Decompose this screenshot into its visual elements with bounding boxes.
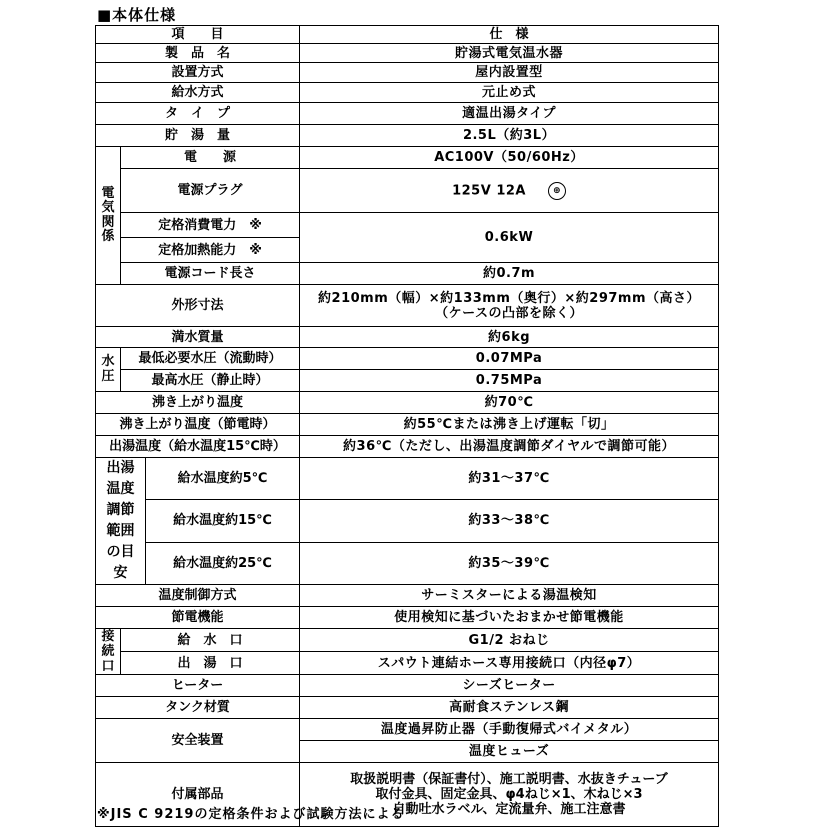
row-value: 高耐食ステンレス鋼 (300, 697, 719, 719)
table-row (96, 285, 719, 327)
row-label: 貯 湯 量 (96, 125, 300, 147)
table-row (96, 500, 719, 542)
row-label: 設置方式 (96, 63, 300, 83)
table-row (96, 263, 719, 285)
row-value: 約35～39℃ (300, 542, 719, 584)
row-label: 外形寸法 (96, 285, 300, 327)
row-label: 電源コード長さ (121, 263, 300, 285)
row-label: 給 水 口 (121, 629, 300, 652)
row-value: 約31～37℃ (300, 458, 719, 500)
accessories-line-3: 自動吐水ラベル、定流量弁、施工注意書 (392, 802, 626, 817)
table-row (96, 607, 719, 629)
row-label: 沸き上がり温度（節電時） (96, 414, 300, 436)
row-value: 温度ヒューズ (300, 741, 719, 763)
table-row (96, 147, 719, 169)
row-value: スパウト連結ホース専用接続口（内径φ7） (300, 652, 719, 675)
row-value: シーズヒーター (300, 675, 719, 697)
row-value: 温度過昇防止器（手動復帰式バイメタル） (300, 719, 719, 741)
row-label: タンク材質 (96, 697, 300, 719)
plug-spec: 125V 12A (452, 183, 526, 198)
row-label: 節電機能 (96, 607, 300, 629)
row-label: 最低必要水圧（流動時） (121, 348, 300, 370)
connection-group-label: 接続口 (96, 629, 121, 675)
accessories-line-2: 取付金具、固定金具、φ4ねじ×1、木ねじ×3 (375, 787, 643, 802)
row-value (300, 169, 719, 213)
row-value: 貯湯式電気温水器 (300, 44, 719, 63)
accessories-line-1: 取扱説明書（保証書付）、施工説明書、水抜きチューブ (350, 772, 668, 787)
table-row (96, 125, 719, 147)
table-row (96, 26, 719, 44)
row-value: AC100V（50/60Hz） (300, 147, 719, 169)
row-label: 安全装置 (96, 719, 300, 763)
table-row (96, 392, 719, 414)
row-value: 0.75MPa (300, 370, 719, 392)
row-label: 出湯温度（給水温度15℃時） (96, 436, 300, 458)
row-value: 0.6kW (300, 213, 719, 263)
row-value: 約33～38℃ (300, 500, 719, 542)
table-row (96, 585, 719, 607)
table-row (96, 348, 719, 370)
header-spec: 仕 様 (300, 26, 719, 44)
row-label: 給水方式 (96, 83, 300, 103)
table-row (96, 83, 719, 103)
row-label: 製 品 名 (96, 44, 300, 63)
row-label: 定格加熱能力 ※ (121, 238, 300, 263)
table-row (96, 697, 719, 719)
table-row (96, 652, 719, 675)
row-value: 約70℃ (300, 392, 719, 414)
row-label: 沸き上がり温度 (96, 392, 300, 414)
row-label: ヒーター (96, 675, 300, 697)
row-label: 電 源 (121, 147, 300, 169)
row-label: 給水温度約5℃ (146, 458, 300, 500)
row-value: 屋内設置型 (300, 63, 719, 83)
row-value: 2.5L（約3L） (300, 125, 719, 147)
row-value: G1/2 おねじ (300, 629, 719, 652)
table-row (96, 542, 719, 584)
table-row (96, 719, 719, 741)
plug-mark-icon: ⊕ (548, 182, 566, 200)
row-value: 約55℃または沸き上げ運転「切」 (300, 414, 719, 436)
row-value: 元止め式 (300, 83, 719, 103)
table-row (96, 169, 719, 213)
row-label: 電源プラグ (121, 169, 300, 213)
row-value (300, 285, 719, 327)
row-value: 適温出湯タイプ (300, 103, 719, 125)
table-row (96, 414, 719, 436)
header-item: 項 目 (96, 26, 300, 44)
table-row (96, 436, 719, 458)
footnote: ※JIS C 9219の定格条件および試験方法による (97, 807, 405, 822)
row-label: 最高水圧（静止時） (121, 370, 300, 392)
table-row (96, 103, 719, 125)
table-row (96, 675, 719, 697)
row-label: 出 湯 口 (121, 652, 300, 675)
temp-range-group-label: 出湯温度調節範囲の目安 (96, 458, 146, 585)
spec-table (95, 25, 719, 827)
row-label: タ イ プ (96, 103, 300, 125)
row-label: 給水温度約25℃ (146, 542, 300, 584)
table-row (96, 63, 719, 83)
table-row (96, 458, 719, 500)
section-title: ■本体仕様 (97, 6, 177, 24)
dimensions-line-1: 約210mm（幅）×約133mm（奥行）×約297mm（高さ） (318, 290, 701, 306)
electrical-group-label: 電気関係 (96, 147, 121, 285)
row-label: 満水質量 (96, 327, 300, 348)
dimensions-line-2: （ケースの凸部を除く） (435, 305, 583, 321)
table-row (96, 213, 719, 238)
row-label: 付属部品 (96, 763, 300, 827)
row-value: 約36℃（ただし、出湯温度調節ダイヤルで調節可能） (300, 436, 719, 458)
row-value: 0.07MPa (300, 348, 719, 370)
row-label: 給水温度約15℃ (146, 500, 300, 542)
row-value: サーミスターによる湯温検知 (300, 585, 719, 607)
table-row (96, 327, 719, 348)
row-label: 定格消費電力 ※ (121, 213, 300, 238)
row-label: 温度制御方式 (96, 585, 300, 607)
table-row (96, 370, 719, 392)
table-row (96, 629, 719, 652)
row-value: 使用検知に基づいたおまかせ節電機能 (300, 607, 719, 629)
row-value: 約6kg (300, 327, 719, 348)
table-row (96, 44, 719, 63)
pressure-group-label: 水圧 (96, 348, 121, 392)
row-value: 約0.7m (300, 263, 719, 285)
